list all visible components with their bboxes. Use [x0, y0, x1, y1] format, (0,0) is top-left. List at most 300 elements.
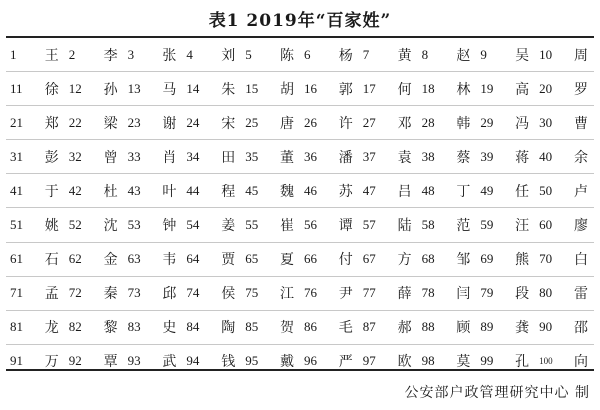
rank-number: 10	[539, 46, 553, 62]
table-row	[6, 311, 594, 345]
surname: 董	[279, 149, 294, 166]
rank-number: 23	[127, 114, 141, 130]
rank-number: 11	[10, 80, 23, 96]
rank-number: 77	[362, 285, 376, 301]
surname-cell	[418, 79, 477, 99]
surname-cell	[418, 45, 477, 65]
surname: 杜	[103, 183, 118, 200]
rank-number: 61	[10, 251, 23, 267]
surname: 付	[338, 252, 353, 269]
table-row	[6, 208, 594, 242]
rank-number: 48	[421, 182, 435, 198]
surname-cell	[65, 317, 124, 337]
surname: 卢	[573, 183, 588, 200]
rank-number: 21	[10, 114, 23, 130]
surname-cell	[241, 351, 300, 371]
surname-cell	[535, 249, 594, 269]
rank-number: 30	[539, 114, 553, 130]
rank-number: 84	[186, 319, 200, 335]
rank-number: 50	[539, 182, 553, 198]
surname: 谢	[162, 115, 177, 132]
rank-number: 20	[539, 80, 553, 96]
surname-cell	[300, 249, 359, 269]
rank-number: 37	[362, 148, 376, 164]
surname-cell	[535, 215, 594, 235]
surname: 杨	[338, 47, 353, 64]
surname-cell	[300, 215, 359, 235]
rank-number: 46	[303, 182, 317, 198]
surname-cell	[124, 249, 183, 269]
rank-number: 74	[186, 285, 200, 301]
surname: 高	[515, 81, 530, 98]
surname-cell	[359, 113, 418, 133]
surname-cell	[65, 181, 124, 201]
surname-cell	[241, 147, 300, 167]
rank-number: 2	[68, 46, 76, 62]
rank-number: 94	[186, 353, 200, 369]
surname-cell	[359, 45, 418, 65]
surname: 欧	[397, 354, 412, 371]
surname: 贾	[221, 252, 236, 269]
rank-number: 92	[68, 353, 82, 369]
surname: 江	[279, 286, 294, 303]
surname: 熊	[515, 252, 530, 269]
surname-cell	[124, 147, 183, 167]
rank-number: 56	[303, 217, 317, 233]
surname-cell	[241, 113, 300, 133]
surname-cell	[241, 249, 300, 269]
rank-number: 60	[539, 217, 553, 233]
surname-cell	[359, 351, 418, 371]
surname-cell	[6, 113, 65, 133]
rank-number: 97	[362, 353, 376, 369]
surname-cell	[65, 45, 124, 65]
surname: 刘	[221, 47, 236, 64]
surname: 朱	[221, 81, 236, 98]
surname: 方	[397, 252, 412, 269]
surname-cell	[6, 317, 65, 337]
surname: 吕	[397, 183, 412, 200]
surname-cell	[300, 181, 359, 201]
surname: 史	[162, 320, 177, 337]
surname-cell	[241, 215, 300, 235]
surname: 范	[456, 218, 471, 235]
surname-cell	[241, 181, 300, 201]
surname: 严	[338, 354, 353, 371]
surname: 许	[338, 115, 353, 132]
rank-number: 88	[421, 319, 435, 335]
rank-number: 6	[303, 46, 311, 62]
surname: 姚	[44, 218, 59, 235]
surname-cell	[476, 249, 535, 269]
surname-cell	[359, 79, 418, 99]
rank-number: 98	[421, 353, 435, 369]
surname-cell	[6, 215, 65, 235]
surname: 周	[573, 47, 588, 64]
surname: 莫	[456, 354, 471, 371]
rank-number: 86	[303, 319, 317, 335]
surname: 汪	[515, 218, 530, 235]
surname-cell	[65, 351, 124, 371]
rank-number: 16	[303, 80, 317, 96]
surname: 彭	[44, 149, 59, 166]
surname-cell	[300, 113, 359, 133]
surname-cell	[65, 79, 124, 99]
rank-number: 85	[245, 319, 259, 335]
rank-number: 91	[10, 353, 23, 369]
surname: 林	[456, 81, 471, 98]
rank-number: 1	[10, 46, 17, 62]
rank-number: 19	[480, 80, 494, 96]
surname-table	[6, 36, 594, 371]
surname-cell	[182, 249, 241, 269]
rank-number: 65	[245, 251, 259, 267]
surname: 姜	[221, 218, 236, 235]
surname-cell	[418, 249, 477, 269]
surname-cell	[182, 351, 241, 371]
rank-number: 78	[421, 285, 435, 301]
surname: 向	[573, 354, 588, 371]
rank-number: 33	[127, 148, 141, 164]
surname-cell	[535, 79, 594, 99]
surname: 万	[44, 354, 59, 371]
rank-number: 9	[480, 46, 487, 62]
rank-number: 29	[480, 114, 494, 130]
rank-number: 69	[480, 251, 494, 267]
surname: 廖	[573, 218, 588, 235]
rank-number: 7	[362, 46, 370, 62]
rank-number: 70	[539, 251, 553, 267]
surname: 段	[515, 286, 530, 303]
surname-cell	[182, 147, 241, 167]
surname: 蔡	[456, 149, 471, 166]
surname: 侯	[221, 286, 236, 303]
surname-cell	[300, 147, 359, 167]
table-row	[6, 72, 594, 106]
rank-number: 8	[421, 46, 429, 62]
rank-number: 14	[186, 80, 200, 96]
surname: 戴	[279, 354, 294, 371]
rank-number: 4	[186, 46, 193, 62]
surname-cell	[476, 45, 535, 65]
surname: 白	[573, 252, 588, 269]
surname-cell	[300, 79, 359, 99]
rank-number: 93	[127, 353, 141, 369]
surname: 丁	[456, 183, 471, 200]
surname: 龙	[44, 320, 59, 337]
rank-number: 95	[245, 353, 259, 369]
surname: 郝	[397, 320, 412, 337]
surname: 顾	[456, 320, 471, 337]
surname-cell	[476, 147, 535, 167]
surname-cell	[476, 181, 535, 201]
rank-number: 53	[127, 217, 141, 233]
surname: 梁	[103, 115, 118, 132]
rank-number: 76	[303, 285, 317, 301]
surname-cell	[6, 351, 65, 371]
rank-number: 5	[245, 46, 252, 62]
surname-cell	[6, 45, 65, 65]
surname-cell	[300, 283, 359, 303]
rank-number: 67	[362, 251, 376, 267]
surname-cell	[6, 147, 65, 167]
table-row	[6, 345, 594, 378]
table-row	[6, 38, 594, 72]
rank-number: 26	[303, 114, 317, 130]
surname: 孟	[44, 286, 59, 303]
rank-number: 58	[421, 217, 435, 233]
rank-number: 54	[186, 217, 200, 233]
surname-cell	[182, 181, 241, 201]
surname: 邹	[456, 252, 471, 269]
surname-cell	[182, 45, 241, 65]
surname-cell	[535, 351, 594, 371]
surname-cell	[6, 181, 65, 201]
surname-cell	[418, 317, 477, 337]
surname: 孙	[103, 81, 118, 98]
surname: 闫	[456, 286, 471, 303]
table-row	[6, 106, 594, 140]
surname-cell	[124, 317, 183, 337]
surname-cell	[182, 113, 241, 133]
surname: 吴	[515, 47, 530, 64]
rank-number: 3	[127, 46, 135, 62]
surname: 钱	[221, 354, 236, 371]
surname-cell	[476, 215, 535, 235]
surname-cell	[359, 283, 418, 303]
surname-cell	[418, 181, 477, 201]
surname-cell	[535, 113, 594, 133]
surname: 孔	[515, 354, 530, 371]
surname-cell	[182, 317, 241, 337]
rank-number: 22	[68, 114, 82, 130]
rank-number: 89	[480, 319, 494, 335]
surname: 雷	[573, 286, 588, 303]
surname: 陶	[221, 320, 236, 337]
surname-cell	[359, 181, 418, 201]
surname: 田	[221, 149, 236, 166]
surname: 韩	[456, 115, 471, 132]
surname: 黎	[103, 320, 118, 337]
rank-number: 40	[539, 148, 553, 164]
surname-cell	[6, 283, 65, 303]
surname-cell	[535, 317, 594, 337]
surname: 秦	[103, 286, 118, 303]
surname: 肖	[162, 149, 177, 166]
surname-cell	[65, 215, 124, 235]
surname: 胡	[279, 81, 294, 98]
surname: 沈	[103, 218, 118, 235]
surname: 任	[515, 183, 530, 200]
surname-cell	[65, 113, 124, 133]
surname: 崔	[279, 218, 294, 235]
surname: 蒋	[515, 149, 530, 166]
surname: 赵	[456, 47, 471, 64]
surname: 王	[44, 47, 59, 64]
surname-cell	[124, 79, 183, 99]
rank-number: 90	[539, 319, 553, 335]
surname-cell	[476, 113, 535, 133]
surname: 程	[221, 183, 236, 200]
surname-cell	[124, 215, 183, 235]
rank-number: 17	[362, 80, 376, 96]
surname: 苏	[338, 183, 353, 200]
surname: 韦	[162, 252, 177, 269]
rank-number: 83	[127, 319, 141, 335]
surname: 袁	[397, 149, 412, 166]
rank-number: 81	[10, 319, 23, 335]
surname-cell	[535, 181, 594, 201]
surname-cell	[6, 79, 65, 99]
rank-number: 71	[10, 285, 23, 301]
surname: 余	[573, 149, 588, 166]
surname-cell	[535, 283, 594, 303]
rank-number: 63	[127, 251, 141, 267]
surname: 叶	[162, 183, 177, 200]
surname: 郑	[44, 115, 59, 132]
surname: 陆	[397, 218, 412, 235]
surname-cell	[241, 79, 300, 99]
surname-cell	[124, 351, 183, 371]
surname: 石	[44, 252, 59, 269]
rank-number: 28	[421, 114, 435, 130]
surname: 徐	[44, 81, 59, 98]
surname: 潘	[338, 149, 353, 166]
surname: 马	[162, 81, 177, 98]
surname: 金	[103, 252, 118, 269]
surname-cell	[359, 249, 418, 269]
surname-cell	[476, 79, 535, 99]
rank-number: 62	[68, 251, 82, 267]
surname-cell	[65, 147, 124, 167]
surname-cell	[476, 283, 535, 303]
rank-number: 55	[245, 217, 259, 233]
rank-number: 12	[68, 80, 82, 96]
rank-number: 32	[68, 148, 82, 164]
surname-cell	[182, 215, 241, 235]
surname-cell	[535, 147, 594, 167]
rank-number: 96	[303, 353, 317, 369]
surname: 贺	[279, 320, 294, 337]
surname: 曾	[103, 149, 118, 166]
surname-cell	[418, 351, 477, 371]
surname-cell	[65, 283, 124, 303]
rank-number: 75	[245, 285, 259, 301]
rank-number: 99	[480, 353, 494, 369]
surname: 武	[162, 354, 177, 371]
surname: 覃	[103, 354, 118, 371]
rank-number: 27	[362, 114, 376, 130]
rank-number: 15	[245, 80, 259, 96]
surname: 于	[44, 183, 59, 200]
surname-cell	[124, 181, 183, 201]
surname: 李	[103, 47, 118, 64]
surname-cell	[476, 317, 535, 337]
rank-number: 87	[362, 319, 376, 335]
rank-number: 42	[68, 182, 82, 198]
surname-cell	[359, 215, 418, 235]
surname: 曹	[573, 115, 588, 132]
rank-number: 64	[186, 251, 200, 267]
surname-cell	[124, 45, 183, 65]
rank-number: 68	[421, 251, 435, 267]
table-row	[6, 140, 594, 174]
surname: 何	[397, 81, 412, 98]
rank-number: 73	[127, 285, 141, 301]
rank-number: 45	[245, 182, 259, 198]
rank-number: 49	[480, 182, 494, 198]
rank-number: 57	[362, 217, 376, 233]
surname-cell	[359, 147, 418, 167]
surname-cell	[418, 147, 477, 167]
surname: 罗	[573, 81, 588, 98]
surname-cell	[418, 113, 477, 133]
rank-number: 31	[10, 148, 23, 164]
surname: 陈	[279, 47, 294, 64]
surname: 魏	[279, 183, 294, 200]
rank-number: 43	[127, 182, 141, 198]
surname-cell	[300, 317, 359, 337]
rank-number: 34	[186, 148, 200, 164]
surname: 毛	[338, 320, 353, 337]
surname-cell	[300, 45, 359, 65]
rank-number: 35	[245, 148, 259, 164]
surname: 张	[162, 47, 177, 64]
surname-cell	[124, 113, 183, 133]
surname-cell	[6, 249, 65, 269]
rank-number: 59	[480, 217, 494, 233]
rank-number: 24	[186, 114, 200, 130]
rank-number: 79	[480, 285, 494, 301]
surname: 龚	[515, 320, 530, 337]
rank-number: 52	[68, 217, 82, 233]
surname-cell	[476, 351, 535, 371]
surname-cell	[241, 317, 300, 337]
surname-cell	[535, 45, 594, 65]
table-title: 表1 2019年“百家姓”	[208, 11, 392, 31]
surname-cell	[124, 283, 183, 303]
surname-cell	[359, 317, 418, 337]
rank-number: 51	[10, 217, 23, 233]
rank-number: 47	[362, 182, 376, 198]
rank-number: 44	[186, 182, 200, 198]
surname: 郭	[338, 81, 353, 98]
surname: 邱	[162, 286, 177, 303]
rank-number: 82	[68, 319, 82, 335]
rank-number: 72	[68, 285, 82, 301]
surname-cell	[418, 215, 477, 235]
rank-number: 18	[421, 80, 435, 96]
surname-cell	[182, 283, 241, 303]
surname: 宋	[221, 115, 236, 132]
surname-cell	[65, 249, 124, 269]
surname-cell	[241, 45, 300, 65]
surname-cell	[300, 351, 359, 371]
surname-cell	[418, 283, 477, 303]
surname: 邵	[573, 320, 588, 337]
rank-number: 13	[127, 80, 141, 96]
rank-number: 80	[539, 285, 553, 301]
surname-cell	[241, 283, 300, 303]
surname: 谭	[338, 218, 353, 235]
surname: 尹	[338, 286, 353, 303]
surname-cell	[182, 79, 241, 99]
surname: 冯	[515, 115, 530, 132]
rank-number: 41	[10, 182, 23, 198]
surname: 邓	[397, 115, 412, 132]
rank-number: 38	[421, 148, 435, 164]
rank-number: 39	[480, 148, 494, 164]
